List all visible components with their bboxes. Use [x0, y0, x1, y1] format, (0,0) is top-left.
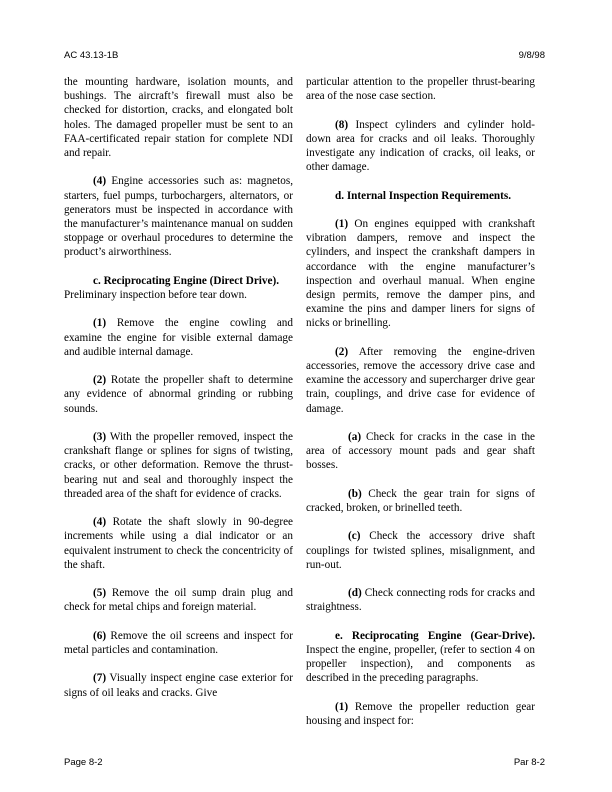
- page-number: Page 8-2: [64, 757, 103, 768]
- paragraph-c7: (7) Visually inspect engine case exterior for signs of oil leaks and cracks. Give: [64, 672, 293, 699]
- document-id: AC 43.13-1B: [64, 50, 119, 61]
- paragraph-c4: (4) Rotate the shaft slowly in 90-degree increments while using a dial indicator or an equivalent instrument to check the concentricity of the shaft.: [64, 516, 293, 571]
- paragraph-reference: Par 8-2: [513, 757, 545, 768]
- paragraph-c3: (3) With the propeller removed, inspect the crankshaft flange or splines for signs of twisting, cracks, or other deformation. Remove the thrust-bearing nut and seal and thoroughly inspect the threaded area of the shaft for evidence of cracks.: [64, 431, 293, 500]
- section-c-heading: c. Reciprocating Engine (Direct Drive).: [93, 274, 280, 287]
- paragraph-c1: (1) Remove the engine cowling and examine the engine for visible external damage and audible internal damage.: [64, 317, 293, 358]
- section-e: e. Reciprocating Engine (Gear-Drive). Inspect the engine, propeller, (refer to section 4 on propeller inspection), and components as described in the preceding paragraphs.: [306, 629, 536, 685]
- paragraph-4-accessories: (4) Engine accessories such as: magnetos, starters, fuel pumps, turbochargers, alternators, or generators must be inspected in accordance with the manufacturer’s maintenance manual on sudden stoppage or overhaul procedures to determine the product’s airworthiness.: [64, 175, 293, 259]
- document-date: 9/8/98: [518, 50, 545, 61]
- paragraph-d2d: (d) Check connecting rods for cracks and straightness.: [306, 587, 536, 614]
- paragraph-continuation: the mounting hardware, isolation mounts, and bushings. The aircraft’s firewall must also be checked for distortion, cracks, and elongated bolt holes. The damaged propeller must be sent to an FAA-certificated repair station for complete NDI and repair.: [64, 76, 293, 160]
- right-column: [306, 75, 535, 742]
- paragraph-c6: (6) Remove the oil screens and inspect for metal particles and contamination.: [64, 629, 293, 656]
- paragraph-d2: (2) After removing the engine-driven accessories, remove the accessory drive case and examine the accessory and supercharger drive gear train, couplings, and drive case for evidence of damage.: [306, 345, 535, 415]
- left-column: [64, 75, 293, 714]
- paragraph-d2a: (a) Check for cracks in the case in the area of accessory mount pads and gear shaft bosses.: [306, 431, 536, 472]
- paragraph-d1: (1) On engines equipped with crankshaft vibration dampers, remove and inspect the cylinders, and inspect the crankshaft dampers in accordance with the engine manufacturer’s inspection and overhaul manual. When engine design permits, remove the damper pins, and examine the pins and damper liners for signs of nicks or brinelling.: [306, 217, 535, 330]
- paragraph-e1: (1) Remove the propeller reduction gear housing and inspect for:: [306, 700, 535, 727]
- paragraph-c5: (5) Remove the oil sump drain plug and check for metal chips and foreign material.: [64, 587, 293, 614]
- paragraph-d2c: (c) Check the accessory drive shaft couplings for twisted splines, misalignment, and run-out.: [306, 530, 536, 571]
- section-d-heading: d. Internal Inspection Requirements.: [335, 189, 512, 202]
- paragraph-c8: (8) Inspect cylinders and cylinder hold-down area for cracks and oil leaks. Thoroughly investigate any indication of cracks, oil leaks, or other damage.: [306, 118, 535, 174]
- section-c-intro: Preliminary inspection before tear down.: [64, 289, 247, 302]
- paragraph-d2b: (b) Check the gear train for signs of cracked, broken, or brinelled teeth.: [306, 487, 535, 514]
- paragraph-c7-continuation: particular attention to the propeller thrust-bearing area of the nose case section.: [306, 76, 535, 103]
- paragraph-c2: (2) Rotate the propeller shaft to determine any evidence of abnormal grinding or rubbing sounds.: [64, 374, 294, 415]
